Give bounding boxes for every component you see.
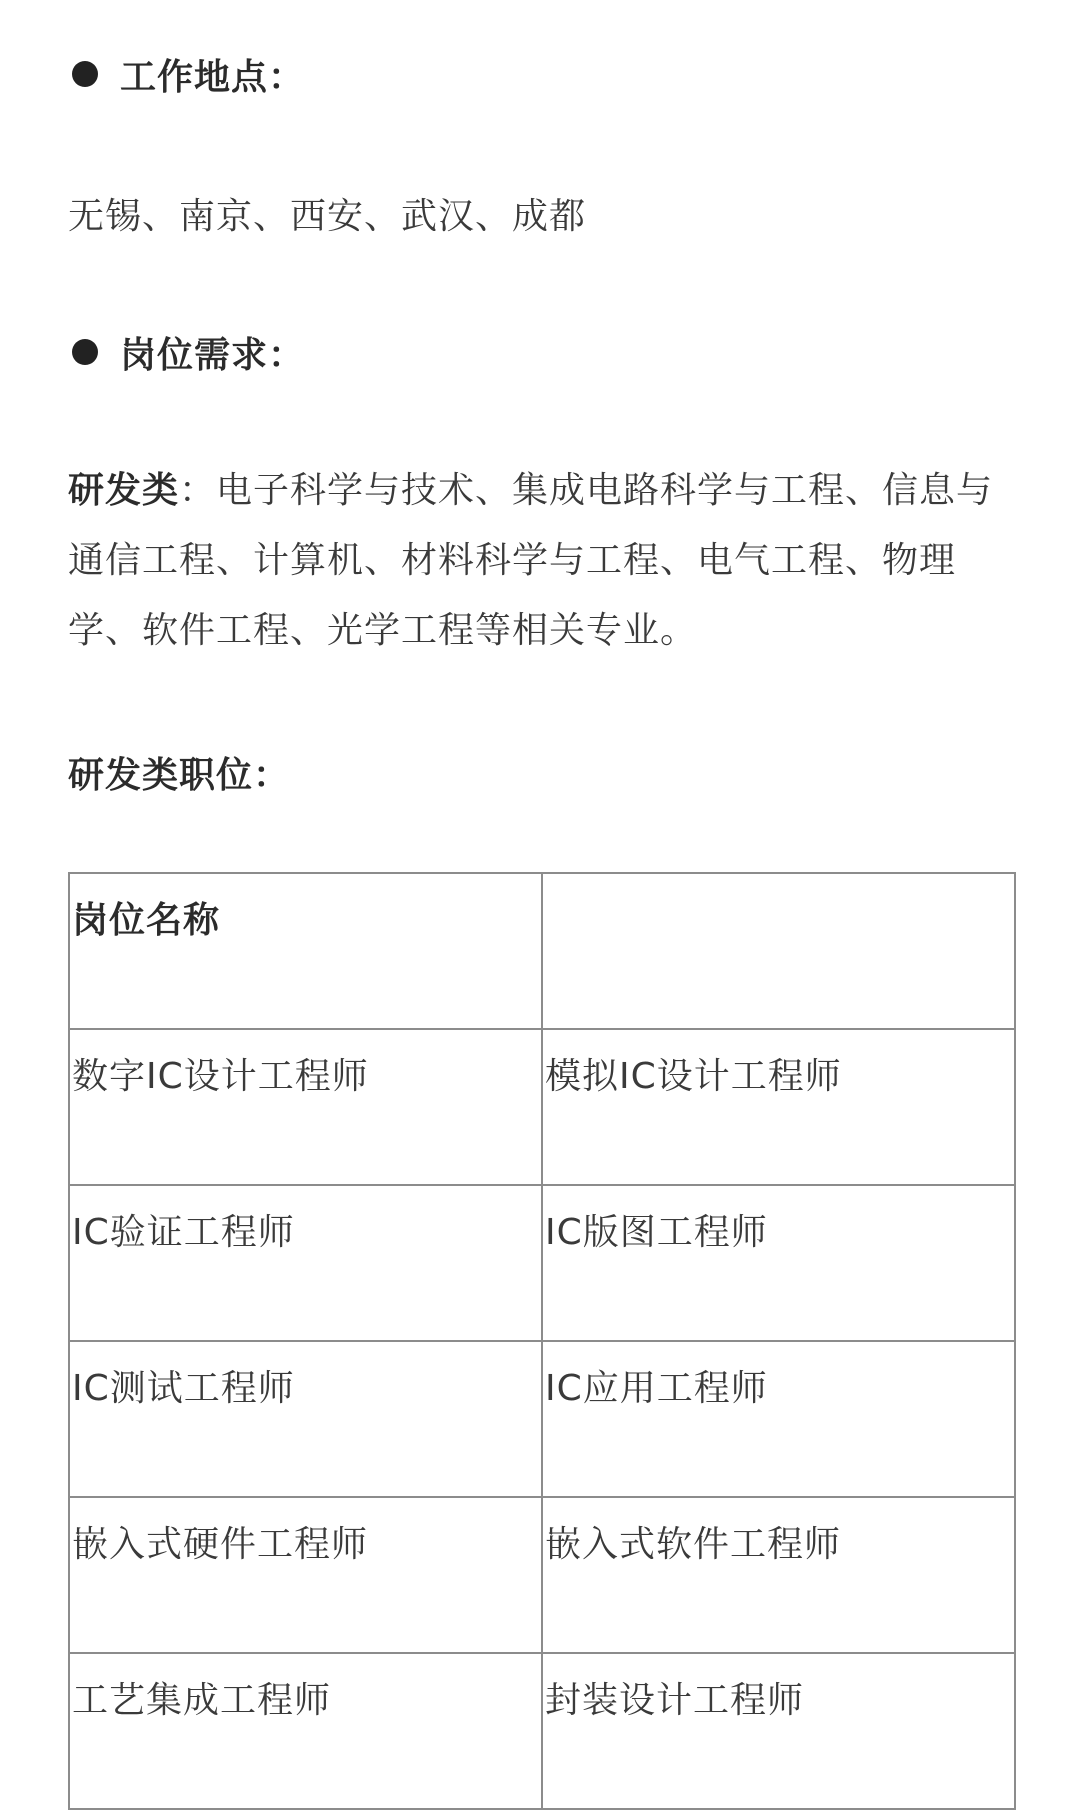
requirements-heading bbox=[72, 332, 306, 376]
table-cell: IC应用工程师 bbox=[542, 1341, 1015, 1497]
table-row bbox=[69, 1497, 1015, 1653]
bullet-dot-icon bbox=[72, 61, 98, 87]
table-cell: 工艺集成工程师 bbox=[69, 1653, 542, 1809]
table-cell: 模拟IC设计工程师 bbox=[542, 1029, 1015, 1185]
rd-positions-heading: 研发类职位： bbox=[68, 755, 291, 796]
table-cell: IC版图工程师 bbox=[542, 1185, 1015, 1341]
rd-requirements-paragraph bbox=[68, 456, 1018, 666]
rd-positions-table bbox=[68, 872, 1016, 1810]
work-location-heading-text: 工作地点： bbox=[120, 56, 306, 98]
work-location-cities: 无锡、南京、西安、武汉、成都 bbox=[68, 196, 587, 237]
table-cell: 嵌入式硬件工程师 bbox=[69, 1497, 542, 1653]
table-row bbox=[69, 1185, 1015, 1341]
table-cell: 数字IC设计工程师 bbox=[69, 1029, 542, 1185]
table-header-row bbox=[69, 873, 1015, 1029]
bullet-dot-icon bbox=[72, 339, 98, 365]
work-location-heading bbox=[72, 54, 306, 98]
rd-majors-text: 电子科学与技术、集成电路科学与工程、信息与通信工程、计算机、材料科学与工程、电气工程、物理学、软件工程、光学工程等相关专业。 bbox=[68, 470, 994, 651]
rd-colon: ： bbox=[179, 470, 217, 511]
table-row bbox=[69, 1029, 1015, 1185]
table-row bbox=[69, 1653, 1015, 1809]
table-cell: IC验证工程师 bbox=[69, 1185, 542, 1341]
table-cell: 嵌入式软件工程师 bbox=[542, 1497, 1015, 1653]
table-header-cell: 岗位名称 bbox=[69, 873, 542, 1029]
table-cell: IC测试工程师 bbox=[69, 1341, 542, 1497]
table-header-cell bbox=[542, 873, 1015, 1029]
table-cell: 封装设计工程师 bbox=[542, 1653, 1015, 1809]
rd-label: 研发类 bbox=[68, 470, 180, 511]
table-row bbox=[69, 1341, 1015, 1497]
requirements-heading-text: 岗位需求： bbox=[120, 334, 306, 376]
